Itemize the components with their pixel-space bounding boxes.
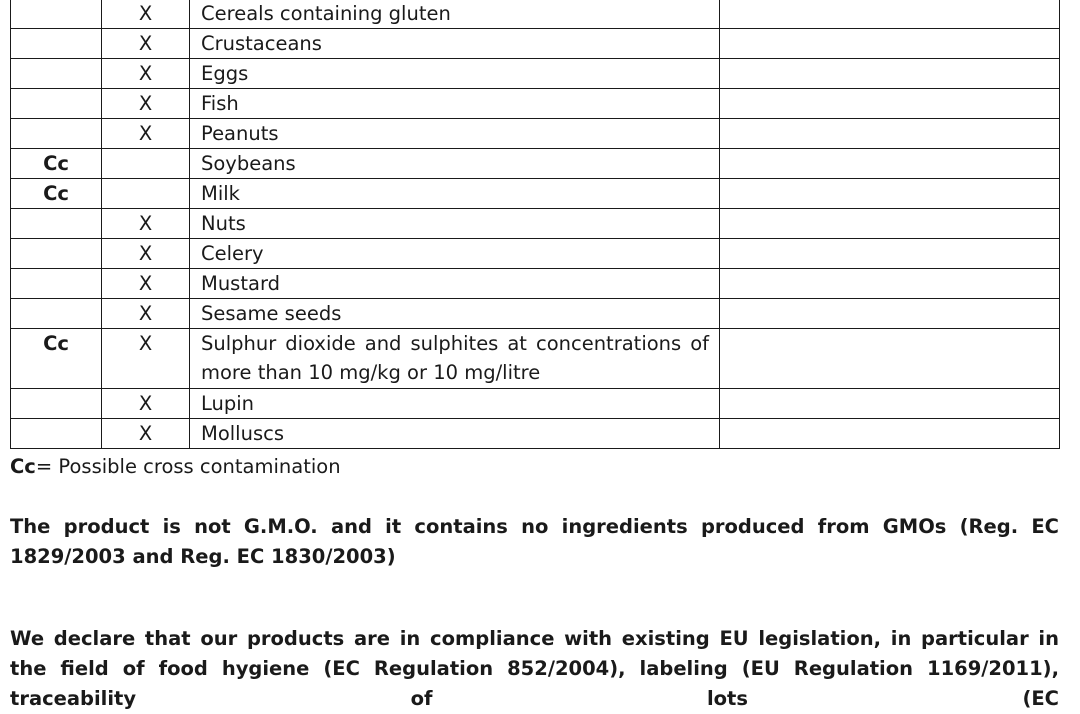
notes-cell: [720, 419, 1060, 449]
absent-mark-cell: X: [102, 89, 190, 119]
allergen-name-cell: [190, 119, 720, 149]
allergen-name: Sulphur dioxide and sulphites at concentrations of more than 10 mg/kg or 10 mg/litre: [201, 332, 709, 384]
notes-cell: [720, 119, 1060, 149]
table-row: [11, 329, 1060, 389]
cross-contamination-cell: [11, 89, 102, 119]
cross-contamination-cell: [11, 299, 102, 329]
allergen-name-cell: [190, 269, 720, 299]
table-row: [11, 209, 1060, 239]
table-row: [11, 29, 1060, 59]
allergen-table-body: [11, 0, 1060, 449]
table-row: [11, 0, 1060, 29]
notes-cell: [720, 329, 1060, 389]
allergen-name: Celery: [201, 242, 264, 265]
allergen-name-cell: [190, 0, 720, 29]
absent-mark-cell: X: [102, 239, 190, 269]
cross-contamination-cell: [11, 239, 102, 269]
absent-mark-cell: [102, 149, 190, 179]
cross-contamination-cell: [11, 209, 102, 239]
allergen-name: Soybeans: [201, 152, 296, 175]
allergen-name: Lupin: [201, 392, 255, 415]
notes-cell: [720, 29, 1060, 59]
cross-contamination-cell: Cc: [11, 329, 102, 389]
notes-cell: [720, 0, 1060, 29]
absent-mark-cell: X: [102, 269, 190, 299]
allergen-name: Nuts: [201, 212, 246, 235]
compliance-statement: We declare that our products are in compliance with existing EU legislation, in particular in the field of food hygiene (EC Regulation 852/2004), labeling (EU Regulation 1169/2011), traceability of lots (EC: [10, 627, 1059, 710]
allergen-name: Molluscs: [201, 422, 284, 445]
allergen-name: Fish: [201, 92, 239, 115]
allergen-name: Cereals containing gluten: [201, 2, 451, 25]
table-row: [11, 419, 1060, 449]
notes-cell: [720, 269, 1060, 299]
cross-contamination-cell: Cc: [11, 149, 102, 179]
allergen-name-cell: [190, 209, 720, 239]
table-row: [11, 239, 1060, 269]
cross-contamination-cell: [11, 59, 102, 89]
absent-mark-cell: X: [102, 119, 190, 149]
allergen-name-cell: [190, 419, 720, 449]
cross-contamination-cell: [11, 419, 102, 449]
allergen-name-cell: [190, 149, 720, 179]
cross-contamination-cell: [11, 0, 102, 29]
notes-cell: [720, 89, 1060, 119]
absent-mark-cell: X: [102, 59, 190, 89]
allergen-name: Milk: [201, 182, 240, 205]
table-row: [11, 269, 1060, 299]
absent-mark-cell: X: [102, 209, 190, 239]
allergen-table: [10, 0, 1060, 449]
table-row: [11, 119, 1060, 149]
cross-contamination-cell: Cc: [11, 179, 102, 209]
allergen-name-cell: [190, 59, 720, 89]
allergen-name: Sesame seeds: [201, 302, 342, 325]
table-row: [11, 149, 1060, 179]
allergen-name: Peanuts: [201, 122, 279, 145]
absent-mark-cell: X: [102, 29, 190, 59]
allergen-name: Eggs: [201, 62, 249, 85]
table-row: [11, 299, 1060, 329]
notes-cell: [720, 299, 1060, 329]
legend: [10, 454, 341, 480]
absent-mark-cell: X: [102, 419, 190, 449]
allergen-name: Mustard: [201, 272, 280, 295]
allergen-name-cell: [190, 239, 720, 269]
absent-mark-cell: X: [102, 299, 190, 329]
cross-contamination-cell: [11, 269, 102, 299]
allergen-name-cell: [190, 299, 720, 329]
absent-mark-cell: [102, 179, 190, 209]
allergen-name: Crustaceans: [201, 32, 322, 55]
allergen-name-cell: [190, 29, 720, 59]
gmo-statement: The product is not G.M.O. and it contains no ingredients produced from GMOs (Reg. EC 1829/2003 and Reg. EC 1830/2003): [10, 515, 1059, 568]
notes-cell: [720, 59, 1060, 89]
table-row: [11, 389, 1060, 419]
table-row: [11, 59, 1060, 89]
notes-cell: [720, 149, 1060, 179]
table-row: [11, 179, 1060, 209]
absent-mark-cell: X: [102, 329, 190, 389]
notes-cell: [720, 179, 1060, 209]
cross-contamination-cell: [11, 29, 102, 59]
cross-contamination-cell: [11, 389, 102, 419]
notes-cell: [720, 209, 1060, 239]
table-row: [11, 89, 1060, 119]
allergen-name-cell: [190, 389, 720, 419]
notes-cell: [720, 389, 1060, 419]
absent-mark-cell: X: [102, 389, 190, 419]
absent-mark-cell: X: [102, 0, 190, 29]
allergen-name-cell: [190, 329, 720, 389]
legend-text: = Possible cross contamination: [35, 455, 341, 478]
cross-contamination-cell: [11, 119, 102, 149]
legend-abbreviation: Cc: [10, 455, 36, 478]
allergen-name-cell: [190, 179, 720, 209]
allergen-name-cell: [190, 89, 720, 119]
notes-cell: [720, 239, 1060, 269]
